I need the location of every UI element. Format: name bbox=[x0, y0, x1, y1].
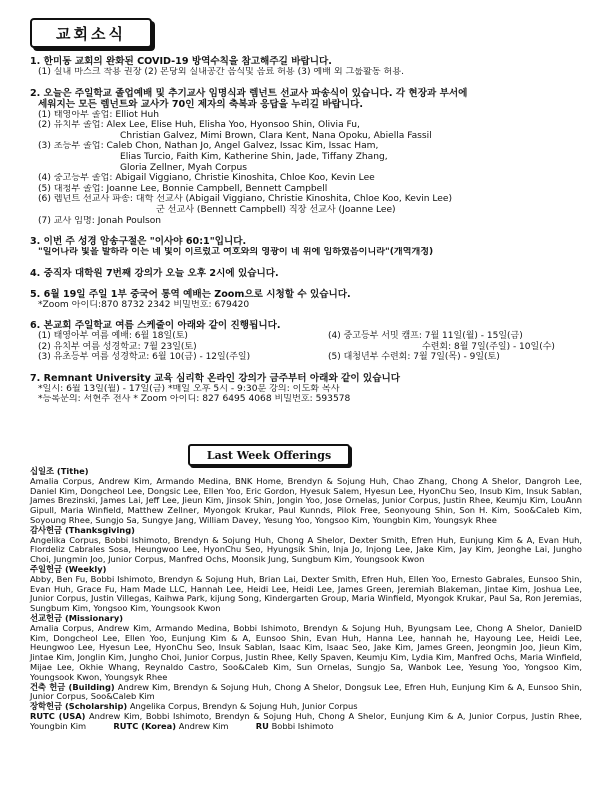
offering-category: 주일헌금 (Weekly) bbox=[30, 563, 107, 574]
offering-names: Andrew Kim, Brendyn & Sojung Huh, Chong A Shelor, Dongsuk Lee, Efren Huh, Eunjung Kim & A, Eunsoo Shin, Junior Corpus, Soo&Caleb Kim bbox=[30, 681, 583, 702]
offering-names: Andrew Kim, Bobbi Ishimoto, Brendyn & Sojung Huh, Chong A Shelor, Eunjung Kim & A, Junior Corpus, Justin Rhee, Youngbin Kim bbox=[30, 710, 582, 731]
news-text: 한미동 교회의 완화된 COVID-19 방역수칙을 참고해주길 바랍니다. bbox=[43, 56, 332, 67]
news-line: (4) 중고등부 졸업: Abigail Viggiano, Christie Kinoshita, Chloe Koo, Kevin Lee bbox=[38, 173, 375, 184]
offering-names: Bobbi Ishimoto bbox=[271, 720, 334, 731]
offering-category: 장학헌금 (Scholarship) bbox=[30, 701, 128, 712]
news-line: *Zoom 아이디:870 8732 2342 비밀번호: 679420 bbox=[38, 299, 250, 310]
news-line: Elias Turcio, Faith Kim, Katherine Shin, Jade, Tiffany Zhang, bbox=[120, 151, 388, 162]
news-line: *등록문의: 서현주 전사 * Zoom 아이디: 827 6495 4068 비밀번호: 593578 bbox=[38, 394, 351, 405]
offering-names: Andrew Kim bbox=[178, 720, 229, 731]
page-title: 교회소식 bbox=[30, 18, 152, 48]
news-line: 군 선교사 (Bennett Campbell) 직장 선교사 (Joanne Lee) bbox=[156, 204, 396, 215]
news-text: 6월 19일 주일 1부 중국어 통역 예배는 Zoom으로 시청할 수 있습니다. bbox=[43, 288, 351, 300]
news-text: Remnant University 교육 심리학 온라인 강의가 금주부터 아래와 같이 있습니다 bbox=[43, 372, 401, 384]
news-text: 이번 주 성경 암송구절은 "이사야 60:1"입니다. bbox=[43, 236, 247, 248]
memory-verse: "일어나라 빛을 발하라 이는 네 빛이 이르렀고 여호와의 영광이 네 위에 임하였음이니라"(개역개정) bbox=[38, 247, 434, 258]
news-item bbox=[30, 320, 582, 363]
news-item bbox=[30, 373, 582, 405]
schedule-entry: (4) 중고등부 서밋 캠프: 7월 11일(월) - 15일(금) bbox=[328, 331, 523, 342]
schedule-entry: (5) 대청년부 수련회: 7월 7일(목) - 9일(토) bbox=[328, 352, 500, 363]
offerings-title: Last Week Offerings bbox=[188, 444, 350, 466]
schedule-entry: 수련회: 8월 7일(주일) - 10일(수) bbox=[422, 341, 555, 352]
summer-schedule bbox=[30, 331, 582, 363]
news-item bbox=[30, 268, 582, 279]
news-number: 7. bbox=[30, 372, 41, 384]
news-line: (3) 초등부 졸업: Caleb Chon, Nathan Jo, Angel Galvez, Issac Kim, Issac Ham, bbox=[38, 141, 379, 152]
news-text: 중직자 대학원 7번째 강의가 오늘 오후 2시에 있습니다. bbox=[43, 267, 279, 279]
news-number: 2. bbox=[30, 87, 41, 99]
news-text-continued: 세워지는 모든 렘넌트와 교사가 70인 제자의 축복과 응답을 누리길 바랍니다. bbox=[38, 98, 364, 110]
news-number: 5. bbox=[30, 288, 41, 300]
news-line: (2) 유치부 졸업: Alex Lee, Elise Huh, Elisha Yoo, Hyonsoo Shin, Olivia Fu, bbox=[38, 120, 360, 131]
offering-names: Angelika Corpus, Brendyn & Sojung Huh, Junior Corpus bbox=[129, 701, 358, 712]
offering-names: Amalia Corpus, Andrew Kim, Armando Medina, BNK Home, Brendyn & Sojung Huh, Chao Zhang, Chong A Shelor, Dangroh Lee, Daniel Kim, Dongcheol Lee, Dongsic Lee, Ellen Yoo, Eric Gordon, Hyesuk Salem, Hyesun Lee, HyonChu Seo, Insub Kim, Insuk Sablan, James Brezinski, James Lai, Jeff Lee, Jieun Kim, Jinsok Shin, Jongin Yoo, Jose Ornelas, Junior Corpus, Justin Rhee, Keumju Kim, LouAnn Gipull, Maria Winfield, Matthew Zellner, Myongok Krukar, Paul Kunnds, Pilok Free, Seonyoung Shin, Son H. Kim, Soo&Caleb Kim, Soyoung Rhee, Sungjo Sa, Sungye Jang, William Davey, Yesung Yoo, Yongsoo Kim, Youngbin Kim, Youngsyk Rhee bbox=[30, 475, 582, 525]
offering-section bbox=[30, 526, 582, 565]
offering-category: RUTC (USA) bbox=[30, 710, 86, 721]
news-number: 1. bbox=[30, 56, 41, 67]
news-line: Gloria Zellner, Myah Corpus bbox=[120, 162, 248, 173]
news-line: Christian Galvez, Mimi Brown, Clara Kent, Nana Opoku, Abiella Fassil bbox=[120, 130, 432, 141]
offering-names: Angelika Corpus, Bobbi Ishimoto, Brendyn & Sojung Huh, Chong A Shelor, Dexter Smith, Efren Huh, Eunjung Kim & A, Evan Huh, Flordeliz Cabrales Sosa, Heungwoo Lee, HyonChu Seo, Hyungsik Shin, Inja Jo, Injong Lee, Jake Kim, Jay Kim, Jeonghe Lai, Jungho Choi, Jungmin Joo, Junior Corpus, Manfred Ochs, Moonsik Jung, Sungbum Kim, Youngsook Kwon bbox=[30, 534, 582, 565]
news-line: (6) 렘넌트 선교사 파송: 대학 선교사 (Abigail Viggiano, Christie Kinoshita, Chloe Koo, Kevin Lee) bbox=[38, 194, 453, 205]
news-text: 본교회 주일학교 여름 스케줄이 아래와 같이 진행됩니다. bbox=[43, 320, 281, 332]
offering-category: 선교헌금 (Missionary) bbox=[30, 612, 124, 623]
offering-category: RU bbox=[255, 720, 269, 731]
news-number: 3. bbox=[30, 236, 41, 248]
offering-names: Amalia Corpus, Andrew Kim, Armando Medina, Bobbi Ishimoto, Brendyn & Sojung Huh, Byungsam Lee, Chong A Shelor, DanielD Kim, Dongcheol Lee, Ellen Yoo, Eunjung Kim & A, Eunsoo Shin, Evan Huh, Hanna Lee, hannah he, Hayoung Lee, Heidi Lee, Heungwoo Lee, Hyesun Lee, HyonChu Seo, Insuk Sablan, Isaac Kim, Isaac Seo, Jake Kim, James Green, Jeongmin Joo, Jieun Kim, Jintae Kim, Jonglin Kim, Jungho Choi, Junior Corpus, Justin Rhee, Kelly Spaven, Keumju Kim, Lydia Kim, Manfred Ochs, Maria Winfield, Mijae Lee, Okhie Whang, Reynaldo Castro, Soo&Caleb Kim, Sun Ornelas, Sungjo Sa, Wanbok Lee, Yesung Yoo, Yongsoo Kim, Youngsook Kwon, Youngsyk Rhee bbox=[30, 622, 582, 682]
news-item bbox=[30, 236, 582, 258]
offering-section bbox=[30, 683, 582, 703]
offering-section bbox=[30, 614, 582, 683]
news-number: 4. bbox=[30, 267, 41, 279]
offering-category: 십일조 (Tithe) bbox=[30, 466, 89, 476]
offering-names: Abby, Ben Fu, Bobbi Ishimoto, Brendyn & Sojung Huh, Brian Lai, Dexter Smith, Efren Huh, Ellen Yoo, Ernesto Gabrales, Eunsoo Shin, Evan Huh, Grace Fu, Ham Made LLC, Hannah Lee, Heidi Lee, Heidi Lee, James Green, Jeremiah Blakeman, Jintae Kim, Joshua Lee, Junior Corpus, Justin Villegas, Kaihwa Park, kijung Song, Kindergarten Group, Maria Winfield, Myongok Krukar, Paul Sa, Ron Jeremias, Sungbum Kim, Yongsoo Kim, Youngsook Kwon bbox=[30, 573, 582, 614]
news-item bbox=[30, 56, 582, 78]
news-line: *일시: 6월 13일(월) - 17일(금) *매일 오후 5시 - 9:30분 강의: 이도화 목사 bbox=[38, 383, 340, 394]
offering-section bbox=[30, 467, 582, 526]
news-item bbox=[30, 289, 582, 311]
news-text: 오늘은 주일학교 졸업예배 및 추기교사 임명식과 렘넌트 선교사 파송식이 있습니다. 각 현장과 부서에 bbox=[43, 87, 468, 99]
schedule-entry: (3) 유초등부 여름 성경학교: 6월 10(금) - 12일(주일) bbox=[38, 352, 251, 363]
offering-category: 건축 헌금 (Building) bbox=[30, 681, 115, 692]
news-line: (1) 실내 마스크 착용 권장 (2) 본당외 실내공간 음식및 음료 허용 (3) 예배 외 그룹활동 허용. bbox=[38, 67, 405, 77]
offering-section bbox=[30, 712, 582, 732]
news-item bbox=[30, 88, 582, 227]
news-line: (5) 대청부 졸업: Joanne Lee, Bonnie Campbell, Bennett Campbell bbox=[38, 183, 328, 194]
offering-section bbox=[30, 565, 582, 614]
offering-category: RUTC (Korea) bbox=[113, 720, 177, 731]
offerings-list bbox=[30, 467, 582, 732]
offering-category: 감사헌금 (Thanksgiving) bbox=[30, 524, 135, 535]
church-news bbox=[30, 56, 582, 415]
schedule-entry: (2) 유치부 여름 성경학교: 7월 23일(토) bbox=[38, 341, 197, 352]
news-line: (1) 태영아부 졸업: Elliot Huh bbox=[38, 109, 160, 120]
news-line: (7) 교사 임명: Jonah Poulson bbox=[38, 215, 162, 226]
news-number: 6. bbox=[30, 320, 41, 332]
schedule-entry: (1) 태영아부 여름 예배: 6월 18일(토) bbox=[38, 331, 188, 342]
